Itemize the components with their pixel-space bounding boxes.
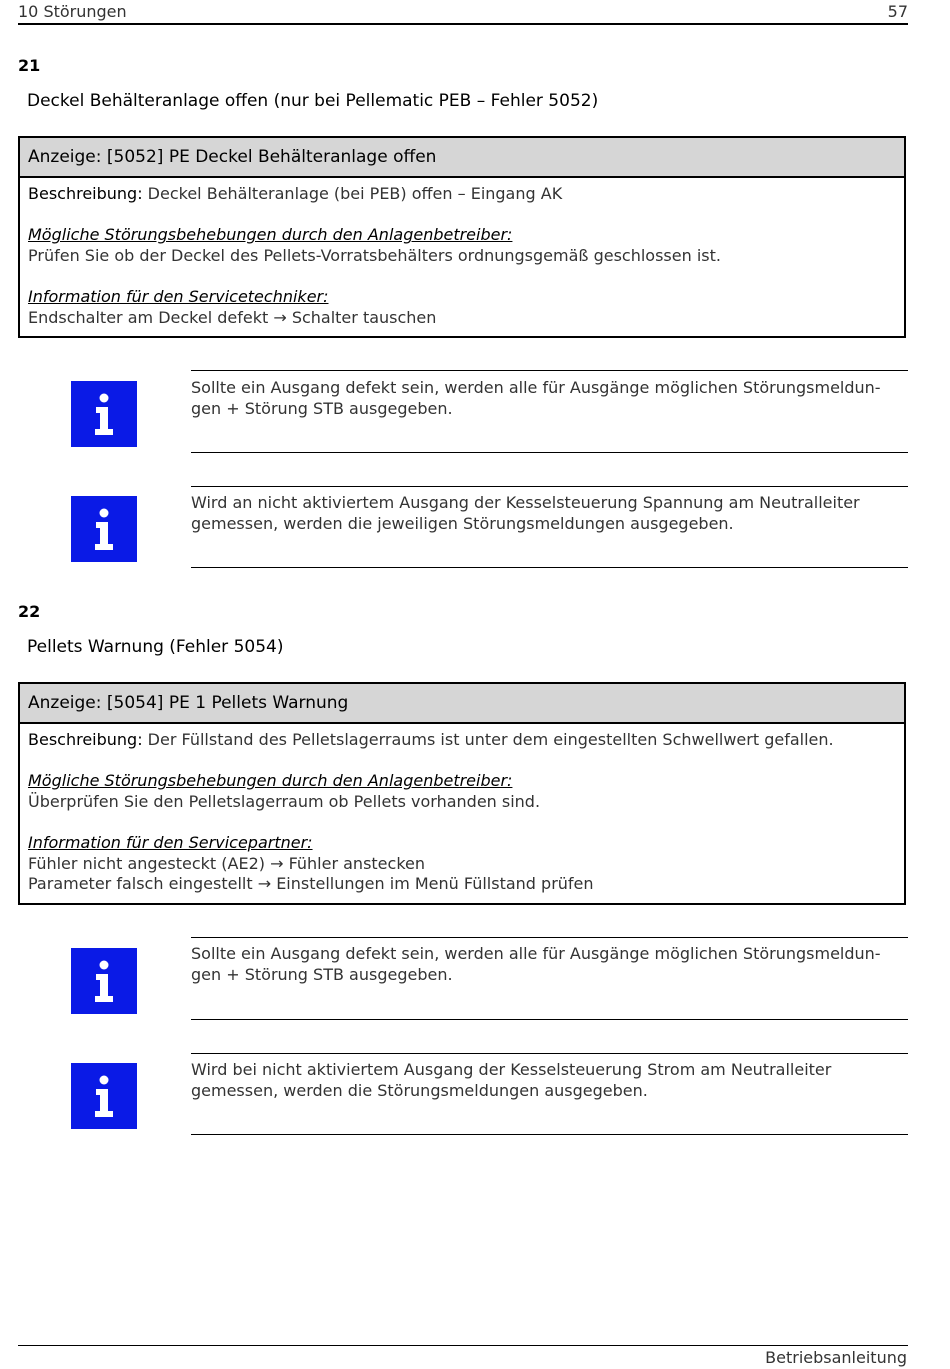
section-title: Deckel Behälteranlage offen (nur bei Pellematic PEB – Fehler 5052) [27, 91, 599, 111]
service-heading: Information für den Servicetechniker: [28, 286, 329, 306]
info-icon [71, 496, 137, 562]
header-rule [18, 23, 908, 25]
note-line: gemessen, werden die Störungsmeldungen ausgegeben. [191, 1080, 648, 1100]
info-icon [71, 1063, 137, 1129]
note-line: Wird bei nicht aktiviertem Ausgang der Kesselsteuerung Strom am Neutralleiter [191, 1060, 832, 1079]
section-number: 22 [18, 602, 41, 621]
note-text [191, 493, 909, 534]
note-line: Sollte ein Ausgang defekt sein, werden alle für Ausgänge möglichen Störungsmeldun- [191, 378, 881, 397]
service-heading: Information für den Servicepartner: [28, 832, 313, 852]
info-glyph [71, 381, 137, 447]
document-title: Betriebsanleitung [765, 1348, 907, 1367]
note-bottom-rule [191, 452, 908, 453]
service-line: Fühler nicht angesteckt (AE2) → Fühler anstecken [28, 853, 425, 873]
description-line [28, 730, 896, 751]
description-label: Beschreibung: [28, 184, 143, 203]
note-top-rule [191, 486, 908, 487]
note-text [191, 944, 909, 985]
note-top-rule [191, 1053, 908, 1054]
operator-heading: Mögliche Störungsbehebungen durch den Anlagenbetreiber: [28, 225, 513, 245]
error-box [18, 136, 906, 338]
service-line: Parameter falsch eingestellt → Einstellungen im Menü Füllstand prüfen [28, 874, 594, 894]
error-box-heading: Anzeige: [5054] PE 1 Pellets Warnung [20, 684, 904, 724]
description-text: Deckel Behälteranlage (bei PEB) offen – Eingang AK [142, 184, 563, 203]
note-line: Wird an nicht aktiviertem Ausgang der Kesselsteuerung Spannung am Neutralleiter [191, 493, 860, 512]
info-icon [71, 948, 137, 1014]
error-box-heading: Anzeige: [5052] PE Deckel Behälteranlage offen [20, 138, 904, 178]
section-number: 21 [18, 56, 41, 75]
note-text [191, 1060, 909, 1101]
info-glyph [71, 496, 137, 562]
description-text: Der Füllstand des Pelletslagerraums ist unter dem eingestellten Schwellwert gefallen. [142, 730, 834, 749]
note-top-rule [191, 937, 908, 938]
description-line [28, 184, 896, 205]
info-icon [71, 381, 137, 447]
description-label: Beschreibung: [28, 730, 143, 749]
note-line: gen + Störung STB ausgegeben. [191, 398, 453, 418]
chapter-title: 10 Störungen [18, 2, 127, 21]
section-title: Pellets Warnung (Fehler 5054) [27, 637, 284, 657]
info-glyph [71, 1063, 137, 1129]
note-bottom-rule [191, 567, 908, 568]
info-glyph [71, 948, 137, 1014]
note-line: gen + Störung STB ausgegeben. [191, 964, 453, 984]
note-text [191, 378, 909, 419]
note-top-rule [191, 370, 908, 371]
operator-heading: Mögliche Störungsbehebungen durch den Anlagenbetreiber: [28, 771, 513, 791]
page-number: 57 [887, 2, 908, 21]
operator-line: Prüfen Sie ob der Deckel des Pellets-Vorratsbehälters ordnungsgemäß geschlossen ist. [28, 245, 721, 265]
note-bottom-rule [191, 1019, 908, 1020]
error-box-body [20, 724, 904, 895]
note-bottom-rule [191, 1134, 908, 1135]
operator-line: Überprüfen Sie den Pelletslagerraum ob Pellets vorhanden sind. [28, 791, 541, 811]
note-line: Sollte ein Ausgang defekt sein, werden alle für Ausgänge möglichen Störungsmeldun- [191, 944, 881, 963]
footer-rule [18, 1345, 908, 1346]
service-line: Endschalter am Deckel defekt → Schalter tauschen [28, 307, 437, 327]
note-line: gemessen, werden die jeweiligen Störungsmeldungen ausgegeben. [191, 513, 734, 533]
error-box [18, 682, 906, 905]
error-box-body [20, 178, 904, 328]
